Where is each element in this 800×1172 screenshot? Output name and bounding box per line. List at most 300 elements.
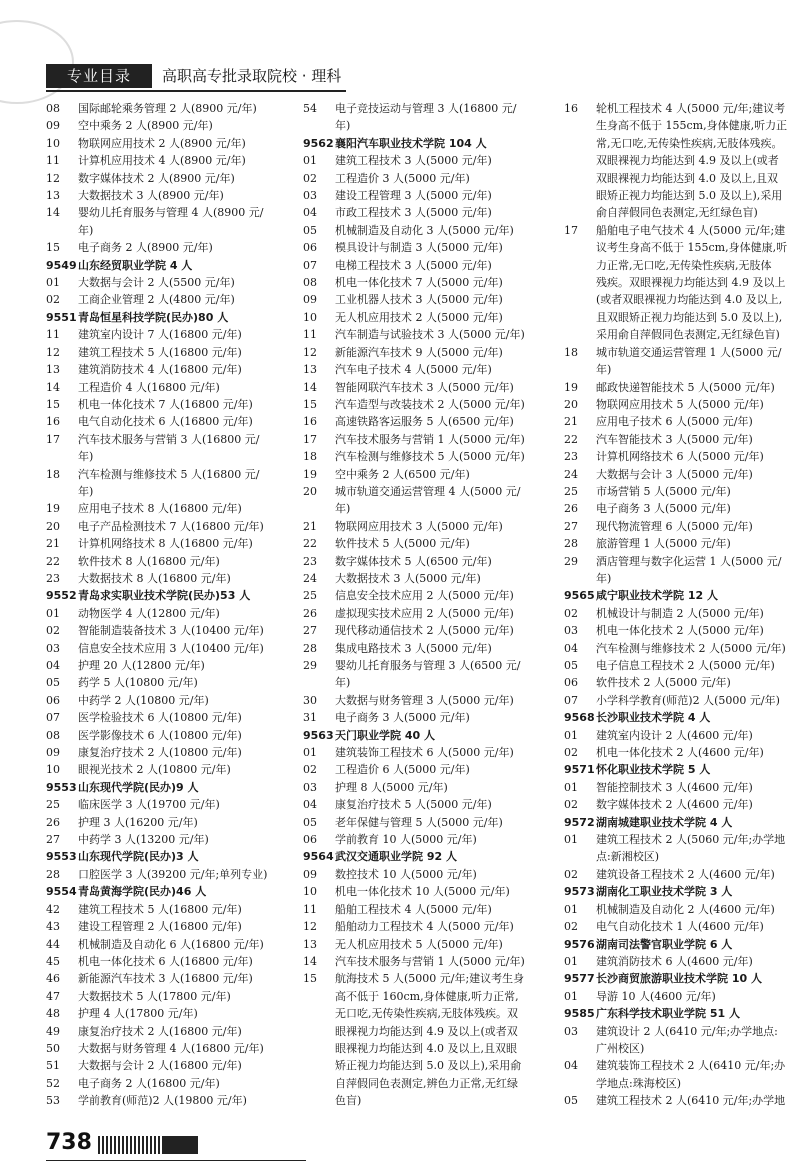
major-row	[564, 901, 794, 918]
major-text: 高不低于 160cm,身体健康,听力正常,	[335, 989, 519, 1003]
major-row	[303, 204, 553, 221]
major-row	[303, 605, 553, 622]
major-row	[564, 344, 794, 361]
school-code: 9562	[303, 136, 334, 150]
major-code: 50	[46, 1041, 60, 1055]
major-code: 04	[46, 659, 60, 672]
school-code: 9551	[46, 310, 77, 324]
column-2	[303, 100, 553, 1110]
major-text: 船舶工程技术 4 人(5000 元/年)	[335, 902, 492, 916]
major-code: 48	[46, 1007, 60, 1021]
major-row	[564, 640, 794, 657]
major-text: 力正常,无口吃,无传染性疾病,无肢体	[596, 258, 772, 272]
major-code: 17	[564, 223, 578, 237]
major-text: 汽车制造与试验技术 3 人(5000 元/年)	[335, 328, 525, 342]
major-code: 13	[303, 363, 317, 377]
major-code: 03	[564, 1024, 578, 1038]
major-text: 机电一体化技术 7 人(5000 元/年)	[335, 276, 503, 290]
major-text: 工程造价 3 人(5000 元/年)	[335, 171, 470, 185]
school-code: 9571	[564, 763, 595, 777]
major-code: 01	[564, 833, 578, 847]
major-text: 建筑消防技术 6 人(4600 元/年)	[596, 954, 753, 968]
major-text: 集成电路技术 3 人(5000 元/年)	[335, 641, 492, 655]
major-text: 电子商务 3 人(5000 元/年)	[335, 711, 470, 725]
major-code: 15	[46, 397, 60, 411]
major-row	[303, 500, 553, 517]
major-code: 10	[303, 310, 317, 324]
major-code	[564, 135, 596, 152]
major-text: 大数据技术 5 人(17800 元/年)	[78, 989, 231, 1003]
major-text: 现代移动通信技术 2 人(5000 元/年)	[335, 624, 514, 638]
major-text: 医学检验技术 6 人(10800 元/年)	[78, 711, 242, 725]
major-text: 现代物流管理 6 人(5000 元/年)	[596, 519, 753, 533]
major-row	[564, 953, 794, 970]
major-row	[303, 692, 553, 709]
major-code: 51	[46, 1059, 60, 1073]
school-name: 广东科学技术职业学院 51 人	[596, 1007, 740, 1021]
major-code: 11	[46, 328, 60, 342]
major-code: 45	[46, 954, 60, 968]
major-row	[303, 761, 553, 778]
major-text: 电子信息工程技术 2 人(5000 元/年)	[596, 659, 775, 672]
school-row	[46, 587, 296, 604]
major-row	[46, 709, 296, 726]
school-code: 9563	[303, 728, 334, 742]
major-text: 采用俞自萍假同色表测定,无红绿色盲)	[596, 328, 780, 342]
major-row	[303, 883, 553, 900]
major-row	[303, 291, 553, 308]
major-code: 17	[303, 432, 317, 446]
major-text: 大数据与财务管理 3 人(5000 元/年)	[335, 693, 514, 707]
school-row	[564, 709, 794, 726]
major-row	[303, 640, 553, 657]
major-row	[46, 413, 296, 430]
major-text: 大数据技术 3 人(8900 元/年)	[78, 189, 224, 203]
major-text: 俞自萍假同色表测定,无红绿色盲)	[596, 206, 758, 220]
school-code: 9572	[564, 815, 595, 829]
major-row	[46, 1057, 296, 1074]
major-text: 酒店管理与数字化运营 1 人(5000 元/	[596, 554, 782, 568]
major-code: 07	[564, 693, 578, 707]
major-row	[564, 692, 794, 709]
major-code: 08	[303, 276, 317, 290]
major-row	[46, 291, 296, 308]
school-name: 青岛求实职业技术学院(民办)53 人	[78, 589, 251, 603]
major-text: 康复治疗技术 2 人(16800 元/年)	[78, 1024, 242, 1038]
major-code: 29	[303, 659, 317, 672]
major-row	[46, 936, 296, 953]
school-name: 襄阳汽车职业技术学院 104 人	[335, 136, 487, 150]
major-text: 汽车技术服务与营销 1 人(5000 元/年)	[335, 432, 525, 446]
major-row	[564, 135, 794, 152]
major-code: 09	[303, 867, 317, 881]
major-text: 双眼裸视力均能达到 4.9 及以上(或者	[596, 154, 779, 168]
school-code: 9573	[564, 885, 595, 899]
school-name: 武汉交通职业学院 92 人	[335, 850, 457, 864]
major-row	[46, 396, 296, 413]
major-row	[46, 814, 296, 831]
major-text: 建筑室内设计 7 人(16800 元/年)	[78, 328, 242, 342]
major-row	[303, 239, 553, 256]
major-row	[564, 518, 794, 535]
major-code: 02	[303, 763, 317, 777]
major-text: 空中乘务 2 人(8900 元/年)	[78, 119, 213, 133]
major-code: 47	[46, 989, 60, 1003]
major-row	[564, 379, 794, 396]
major-row	[564, 500, 794, 517]
major-text: 智能制造装备技术 3 人(10400 元/年)	[78, 624, 264, 638]
major-code: 01	[564, 989, 578, 1003]
school-name: 青岛黄海学院(民办)46 人	[78, 885, 207, 899]
major-row	[303, 796, 553, 813]
major-code	[564, 170, 596, 187]
major-row	[564, 605, 794, 622]
school-name: 青岛恒星科技学院(民办)80 人	[78, 310, 229, 324]
major-code: 20	[46, 519, 60, 533]
major-code: 27	[564, 519, 578, 533]
school-name: 湖南化工职业技术学院 3 人	[596, 885, 733, 899]
major-row	[303, 379, 553, 396]
major-code: 11	[303, 902, 317, 916]
major-text: 信息安全技术应用 2 人(5000 元/年)	[335, 589, 514, 603]
school-name: 山东现代学院(民办)9 人	[78, 780, 199, 794]
major-text: 临床医学 3 人(19700 元/年)	[78, 798, 220, 812]
major-row	[564, 1040, 794, 1057]
major-text: 学前教育(师范)2 人(19800 元/年)	[78, 1094, 247, 1108]
major-row	[46, 152, 296, 169]
major-text: 建筑设备工程技术 2 人(4600 元/年)	[596, 867, 775, 881]
major-code	[303, 1057, 335, 1074]
major-code: 02	[564, 798, 578, 812]
major-code: 03	[46, 641, 60, 655]
major-row	[46, 518, 296, 535]
column-1	[46, 100, 296, 1110]
major-code: 52	[46, 1076, 60, 1090]
major-code	[303, 1040, 335, 1057]
major-code	[303, 988, 335, 1005]
major-row	[564, 431, 794, 448]
major-text: 软件技术 5 人(5000 元/年)	[335, 537, 470, 551]
major-row	[303, 657, 553, 674]
major-code	[564, 326, 596, 343]
major-text: 国际邮轮乘务管理 2 人(8900 元/年)	[78, 102, 257, 115]
major-text: 残疾。双眼裸视力均能达到 4.9 及以上	[596, 276, 786, 290]
major-row	[303, 361, 553, 378]
major-text: 学地点:珠海校区)	[596, 1076, 681, 1090]
school-row	[564, 814, 794, 831]
major-row	[303, 866, 553, 883]
major-code	[303, 1092, 335, 1109]
major-row	[46, 744, 296, 761]
major-row	[46, 866, 296, 883]
major-code: 01	[564, 728, 578, 742]
footer-rule	[46, 1160, 306, 1161]
major-row	[46, 135, 296, 152]
major-row	[46, 970, 296, 987]
major-text: 色盲)	[335, 1094, 362, 1108]
school-row	[564, 761, 794, 778]
major-code: 14	[303, 954, 317, 968]
major-code: 02	[564, 606, 578, 620]
major-text: 无人机应用技术 2 人(5000 元/年)	[335, 310, 503, 324]
major-text: 汽车技术服务与营销 1 人(5000 元/年)	[335, 954, 525, 968]
major-code: 19	[46, 502, 60, 516]
major-code: 05	[303, 223, 317, 237]
school-code: 9576	[564, 937, 595, 951]
major-row	[564, 117, 794, 134]
major-text: 机电一体化技术 7 人(16800 元/年)	[78, 397, 253, 411]
major-row	[564, 1057, 794, 1074]
major-row	[303, 587, 553, 604]
major-code: 13	[303, 937, 317, 951]
major-text: 模具设计与制造 3 人(5000 元/年)	[335, 241, 503, 255]
major-row	[303, 483, 553, 500]
major-text: 航海技术 5 人(5000 元/年;建议考生身	[335, 972, 525, 986]
major-code: 04	[303, 798, 317, 812]
major-code: 49	[46, 1024, 60, 1038]
major-text: 邮政快递智能技术 5 人(5000 元/年)	[596, 380, 775, 394]
major-code	[46, 448, 78, 465]
school-row	[46, 848, 296, 865]
major-text: 电子商务 2 人(8900 元/年)	[78, 241, 213, 255]
major-row	[46, 674, 296, 691]
major-row	[303, 779, 553, 796]
major-text: 年)	[335, 502, 351, 516]
major-text: 新能源汽车技术 3 人(16800 元/年)	[78, 972, 253, 986]
major-text: 计算机网络技术 8 人(16800 元/年)	[78, 537, 253, 551]
major-text: 物联网应用技术 5 人(5000 元/年)	[596, 397, 764, 411]
major-text: 机械设计与制造 2 人(5000 元/年)	[596, 606, 764, 620]
major-text: 电子竞技运动与管理 3 人(16800 元/	[335, 102, 517, 115]
major-code	[564, 570, 596, 587]
major-text: 轮机工程技术 4 人(5000 元/年;建议考	[596, 102, 786, 115]
major-text: 眼裸视力均能达到 4.9 及以上(或者双	[335, 1024, 518, 1038]
major-text: 汽车检测与维修技术 5 人(5000 元/年)	[335, 450, 525, 464]
major-text: 大数据技术 8 人(16800 元/年)	[78, 571, 231, 585]
major-text: 年)	[335, 119, 351, 133]
major-code: 26	[564, 502, 578, 516]
major-text: 机械制造及自动化 2 人(4600 元/年)	[596, 902, 775, 916]
major-text: 计算机网络技术 6 人(5000 元/年)	[596, 450, 764, 464]
major-text: 物联网应用技术 3 人(5000 元/年)	[335, 519, 503, 533]
major-row	[46, 570, 296, 587]
major-text: 小学科学教育(师范)2 人(5000 元/年)	[596, 693, 780, 707]
major-code	[564, 848, 596, 865]
major-text: 大数据与会计 2 人(5500 元/年)	[78, 276, 235, 290]
major-row	[46, 431, 296, 448]
major-code: 30	[303, 693, 317, 707]
major-row	[46, 117, 296, 134]
major-text: 年)	[596, 571, 612, 585]
major-row	[46, 692, 296, 709]
major-code: 26	[46, 815, 60, 829]
major-row	[46, 657, 296, 674]
major-code: 23	[46, 571, 60, 585]
major-row	[564, 361, 794, 378]
major-text: 建筑设计 2 人(6410 元/年;办学地点:	[596, 1024, 778, 1038]
major-row	[303, 257, 553, 274]
major-text: 护理 4 人(17800 元/年)	[78, 1007, 198, 1021]
section-badge: 专业目录	[46, 64, 152, 88]
major-code: 01	[564, 954, 578, 968]
major-row	[564, 483, 794, 500]
school-code: 9577	[564, 972, 595, 986]
major-text: 建设工程管理 3 人(5000 元/年)	[335, 189, 492, 203]
major-row	[564, 1092, 794, 1109]
major-code: 13	[46, 363, 60, 377]
major-text: 虚拟现实技术应用 2 人(5000 元/年)	[335, 606, 514, 620]
major-text: 常,无口吃,无传染性疾病,无肢体残疾。	[596, 136, 783, 150]
major-text: 无口吃,无传染性疾病,无肢体残疾。双	[335, 1007, 518, 1021]
major-row	[564, 413, 794, 430]
major-row	[46, 1092, 296, 1109]
major-text: 市政工程技术 3 人(5000 元/年)	[335, 206, 492, 220]
major-code: 06	[303, 833, 317, 847]
major-code: 25	[46, 798, 60, 812]
major-text: 应用电子技术 8 人(16800 元/年)	[78, 502, 242, 516]
major-row	[46, 622, 296, 639]
major-code	[303, 117, 335, 134]
major-code	[564, 361, 596, 378]
major-row	[46, 1040, 296, 1057]
major-code: 01	[303, 746, 317, 760]
major-code: 02	[46, 293, 60, 307]
major-code: 22	[46, 554, 60, 568]
major-row	[46, 448, 296, 465]
major-code: 15	[303, 397, 317, 411]
major-row	[564, 535, 794, 552]
major-code: 09	[303, 293, 317, 307]
page-footer	[46, 1130, 306, 1160]
major-code: 25	[303, 589, 317, 603]
major-code: 09	[46, 746, 60, 760]
major-text: 动物医学 4 人(12800 元/年)	[78, 606, 220, 620]
major-row	[46, 361, 296, 378]
major-row	[46, 1023, 296, 1040]
major-row	[303, 918, 553, 935]
major-text: 中药学 2 人(10800 元/年)	[78, 693, 209, 707]
major-code: 13	[46, 189, 60, 203]
school-code: 9553	[46, 850, 77, 864]
major-row	[303, 709, 553, 726]
major-code: 04	[564, 1059, 578, 1073]
major-text: 汽车电子技术 4 人(5000 元/年)	[335, 363, 492, 377]
major-code: 43	[46, 920, 60, 934]
school-code: 9549	[46, 258, 77, 272]
major-text: 建筑室内设计 2 人(4600 元/年)	[596, 728, 753, 742]
school-row	[564, 883, 794, 900]
school-name: 咸宁职业技术学院 12 人	[596, 589, 718, 603]
footer-pattern	[98, 1136, 162, 1154]
major-code: 23	[564, 450, 578, 464]
major-text: 婴幼儿托育服务与管理 4 人(8900 元/	[78, 206, 264, 220]
major-text: 机电一体化技术 6 人(16800 元/年)	[78, 954, 253, 968]
major-row	[564, 448, 794, 465]
major-text: 物联网应用技术 2 人(8900 元/年)	[78, 136, 246, 150]
major-code	[564, 204, 596, 221]
school-code: 9554	[46, 885, 77, 899]
school-code: 9565	[564, 589, 595, 603]
major-code: 01	[46, 606, 60, 620]
major-row	[564, 831, 794, 848]
major-row	[564, 779, 794, 796]
major-text: 电子产品检测技术 7 人(16800 元/年)	[78, 519, 264, 533]
major-code: 16	[46, 415, 60, 429]
school-code: 9552	[46, 589, 77, 603]
school-code: 9564	[303, 850, 334, 864]
major-code: 06	[564, 676, 578, 690]
major-row	[46, 831, 296, 848]
major-row	[303, 187, 553, 204]
major-code: 06	[303, 241, 317, 255]
major-text: 数控技术 10 人(5000 元/年)	[335, 867, 477, 881]
school-name: 天门职业学院 40 人	[335, 728, 435, 742]
major-row	[46, 170, 296, 187]
major-code	[46, 483, 78, 500]
major-code: 03	[303, 189, 317, 203]
school-code: 9585	[564, 1007, 595, 1021]
school-name: 山东现代学院(民办)3 人	[78, 850, 199, 864]
school-name: 长沙职业技术学院 4 人	[596, 711, 711, 725]
school-row	[46, 309, 296, 326]
major-code: 16	[564, 102, 578, 115]
major-row	[46, 918, 296, 935]
major-text: (或者双眼裸视力均能达到 4.0 及以上,	[596, 293, 783, 307]
major-row	[46, 100, 296, 117]
major-row	[564, 396, 794, 413]
major-text: 建筑工程技术 3 人(5000 元/年)	[335, 154, 492, 168]
major-text: 点:新湘校区)	[596, 850, 659, 864]
major-code: 05	[303, 815, 317, 829]
major-row	[564, 918, 794, 935]
major-row	[564, 170, 794, 187]
major-row	[564, 570, 794, 587]
major-code: 12	[46, 171, 60, 185]
major-code: 26	[303, 606, 317, 620]
major-row	[564, 727, 794, 744]
major-code: 08	[46, 102, 60, 115]
school-row	[564, 587, 794, 604]
major-row	[564, 257, 794, 274]
school-name: 山东经贸职业学院 4 人	[78, 258, 193, 272]
major-row	[46, 727, 296, 744]
major-code: 20	[303, 484, 317, 498]
major-code	[303, 1075, 335, 1092]
major-text: 年)	[596, 363, 612, 377]
major-row	[564, 988, 794, 1005]
major-code: 02	[303, 171, 317, 185]
major-text: 电梯工程技术 3 人(5000 元/年)	[335, 258, 492, 272]
major-text: 机械制造及自动化 6 人(16800 元/年)	[78, 937, 264, 951]
major-row	[303, 309, 553, 326]
major-row	[564, 187, 794, 204]
major-code: 01	[564, 902, 578, 916]
major-code: 11	[46, 154, 60, 168]
major-code: 03	[303, 780, 317, 794]
major-text: 大数据与财务管理 4 人(16800 元/年)	[78, 1041, 264, 1055]
major-row	[303, 1075, 553, 1092]
major-row	[303, 448, 553, 465]
major-code: 14	[303, 380, 317, 394]
major-text: 汽车检测与维修技术 2 人(5000 元/年)	[596, 641, 786, 655]
major-text: 年)	[78, 223, 94, 237]
major-row	[303, 814, 553, 831]
major-code: 09	[46, 119, 60, 133]
major-text: 年)	[78, 484, 94, 498]
major-row	[303, 1092, 553, 1109]
major-code: 53	[46, 1094, 60, 1108]
major-row	[303, 274, 553, 291]
